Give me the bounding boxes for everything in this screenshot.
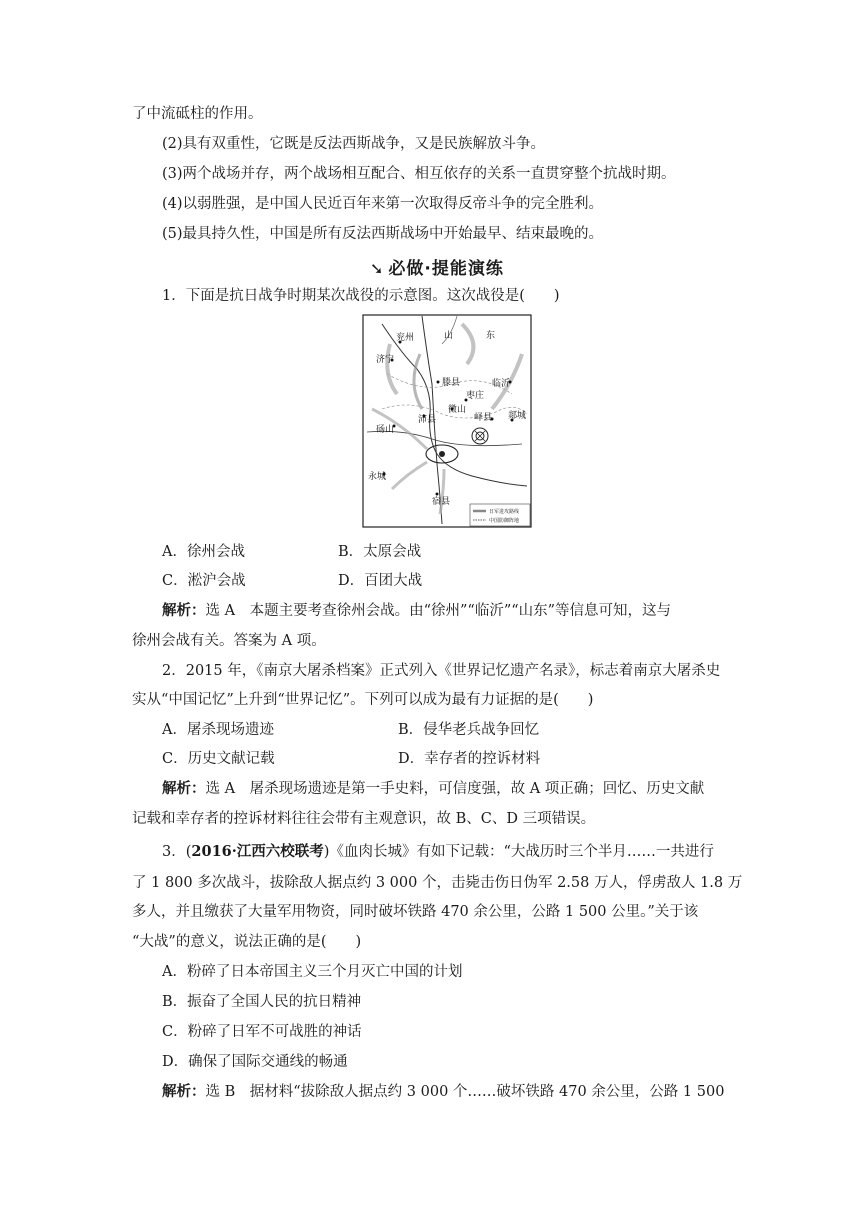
- map-label: 临沂: [492, 379, 511, 389]
- q1-option-a: A．徐州会战: [162, 544, 245, 560]
- q3-stem-prefix: 3．(: [162, 844, 192, 860]
- battle-map-svg: [362, 314, 532, 528]
- map-label: 滕县: [442, 378, 461, 388]
- map-label: 沛县: [418, 415, 437, 425]
- legend-label: 日军进攻路线: [489, 509, 520, 515]
- analysis-text: 选 A 本题主要考查徐州会战。由“徐州”“临沂”“山东”等信息可知，这与: [205, 603, 672, 619]
- q1-option-c: C．淞沪会战: [162, 573, 246, 589]
- map-label: 郯城: [508, 411, 527, 421]
- q2-option-b: B．侵华老兵战争回忆: [398, 722, 540, 738]
- q2-stem-line: 实从“中国记忆”上升到“世界记忆”。下列可以成为最有力证据的是( ): [132, 692, 594, 708]
- q3-option-c: C．粉碎了日军不可战胜的神话: [162, 1024, 362, 1040]
- intro-line: (5)最具持久性，中国是所有反法西斯战场中开始最早、结束最晚的。: [162, 226, 604, 242]
- q3-option-a: A．粉碎了日本帝国主义三个月灭亡中国的计划: [162, 964, 463, 980]
- intro-line: (3)两个战场并存，两个战场相互配合、相互依存的关系一直贯穿整个抗战时期。: [162, 166, 676, 182]
- q3-source: 2016·江西六校联考: [191, 843, 324, 860]
- analysis-text: 选 A 屠杀现场遗迹是第一手史料，可信度强，故 A 项正确；回忆、历史文献: [205, 781, 705, 797]
- q3-analysis: [162, 1082, 724, 1102]
- q2-option-c: C．历史文献记载: [162, 751, 275, 767]
- intro-line: (2)具有双重性，它既是反法西斯战争，又是民族解放斗争。: [162, 136, 546, 152]
- analysis-label: 解析：: [162, 602, 206, 619]
- map-label: 济宁: [376, 355, 395, 365]
- q3-stem-rest: )《血肉长城》有如下记载：“大战历时三个半月……一共进行: [323, 844, 714, 860]
- q3-stem: [162, 842, 714, 862]
- analysis-label: 解析：: [162, 1083, 206, 1100]
- map-label: 兖州: [396, 333, 415, 343]
- q1-option-b: B．太原会战: [338, 544, 422, 560]
- section-title: [370, 254, 504, 279]
- section-title-text: 必做·提能演练: [388, 259, 504, 279]
- intro-line: 了中流砥柱的作用。: [132, 106, 263, 122]
- q1-option-d: D．百团大战: [338, 573, 423, 589]
- q2-option-d: D．幸存者的控诉材料: [398, 751, 541, 767]
- q3-option-b: B．振奋了全国人民的抗日精神: [162, 994, 362, 1010]
- q1-analysis: [162, 601, 671, 621]
- map-label: 峄县: [474, 413, 493, 423]
- intro-line: (4)以弱胜强，是中国人民近百年来第一次取得反帝斗争的完全胜利。: [162, 196, 604, 212]
- q3-stem-line: 多人，并且缴获了大量军用物资，同时破坏铁路 470 余公里，公路 1 500 公里。”关于该: [132, 904, 699, 920]
- map-label: 山: [444, 331, 454, 341]
- analysis-label: 解析：: [162, 780, 206, 797]
- map-label: 宿县: [432, 497, 451, 507]
- q2-stem: 2．2015 年，《南京大屠杀档案》正式列入《世界记忆遗产名录》，标志着南京大屠杀史: [162, 663, 721, 679]
- q3-stem-line: “大战”的意义，说法正确的是( ): [132, 934, 362, 950]
- analysis-text: 选 B 据材料“拔除敌人据点约 3 000 个……破坏铁路 470 余公里，公路 1 500: [205, 1084, 725, 1100]
- q3-stem-line: 了 1 800 多次战斗，拔除敌人据点约 3 000 个，击毙击伤日伪军 2.58 万人，俘虏敌人 1.8 万: [132, 875, 743, 891]
- q1-stem: 1．下面是抗日战争时期某次战役的示意图。这次战役是( ): [162, 288, 560, 304]
- map-label: 砀山: [376, 425, 395, 435]
- q3-option-d: D．确保了国际交通线的畅通: [162, 1054, 348, 1070]
- arrow-down-right-icon: ➘: [370, 259, 385, 278]
- legend-label: 中国防御阵地: [489, 518, 520, 524]
- map-label: 枣庄: [466, 391, 485, 401]
- q1-analysis-line: 徐州会战有关。答案为 A 项。: [132, 633, 326, 649]
- q2-analysis: [162, 779, 704, 799]
- q2-option-a: A．屠杀现场遗迹: [162, 722, 274, 738]
- map-label: 东: [486, 331, 496, 341]
- battle-map: [362, 314, 532, 528]
- map-label: 微山: [448, 405, 467, 415]
- map-label: 永城: [368, 472, 387, 482]
- q2-analysis-line: 记载和幸存者的控诉材料往往会带有主观意识，故 B、C、D 三项错误。: [132, 811, 596, 827]
